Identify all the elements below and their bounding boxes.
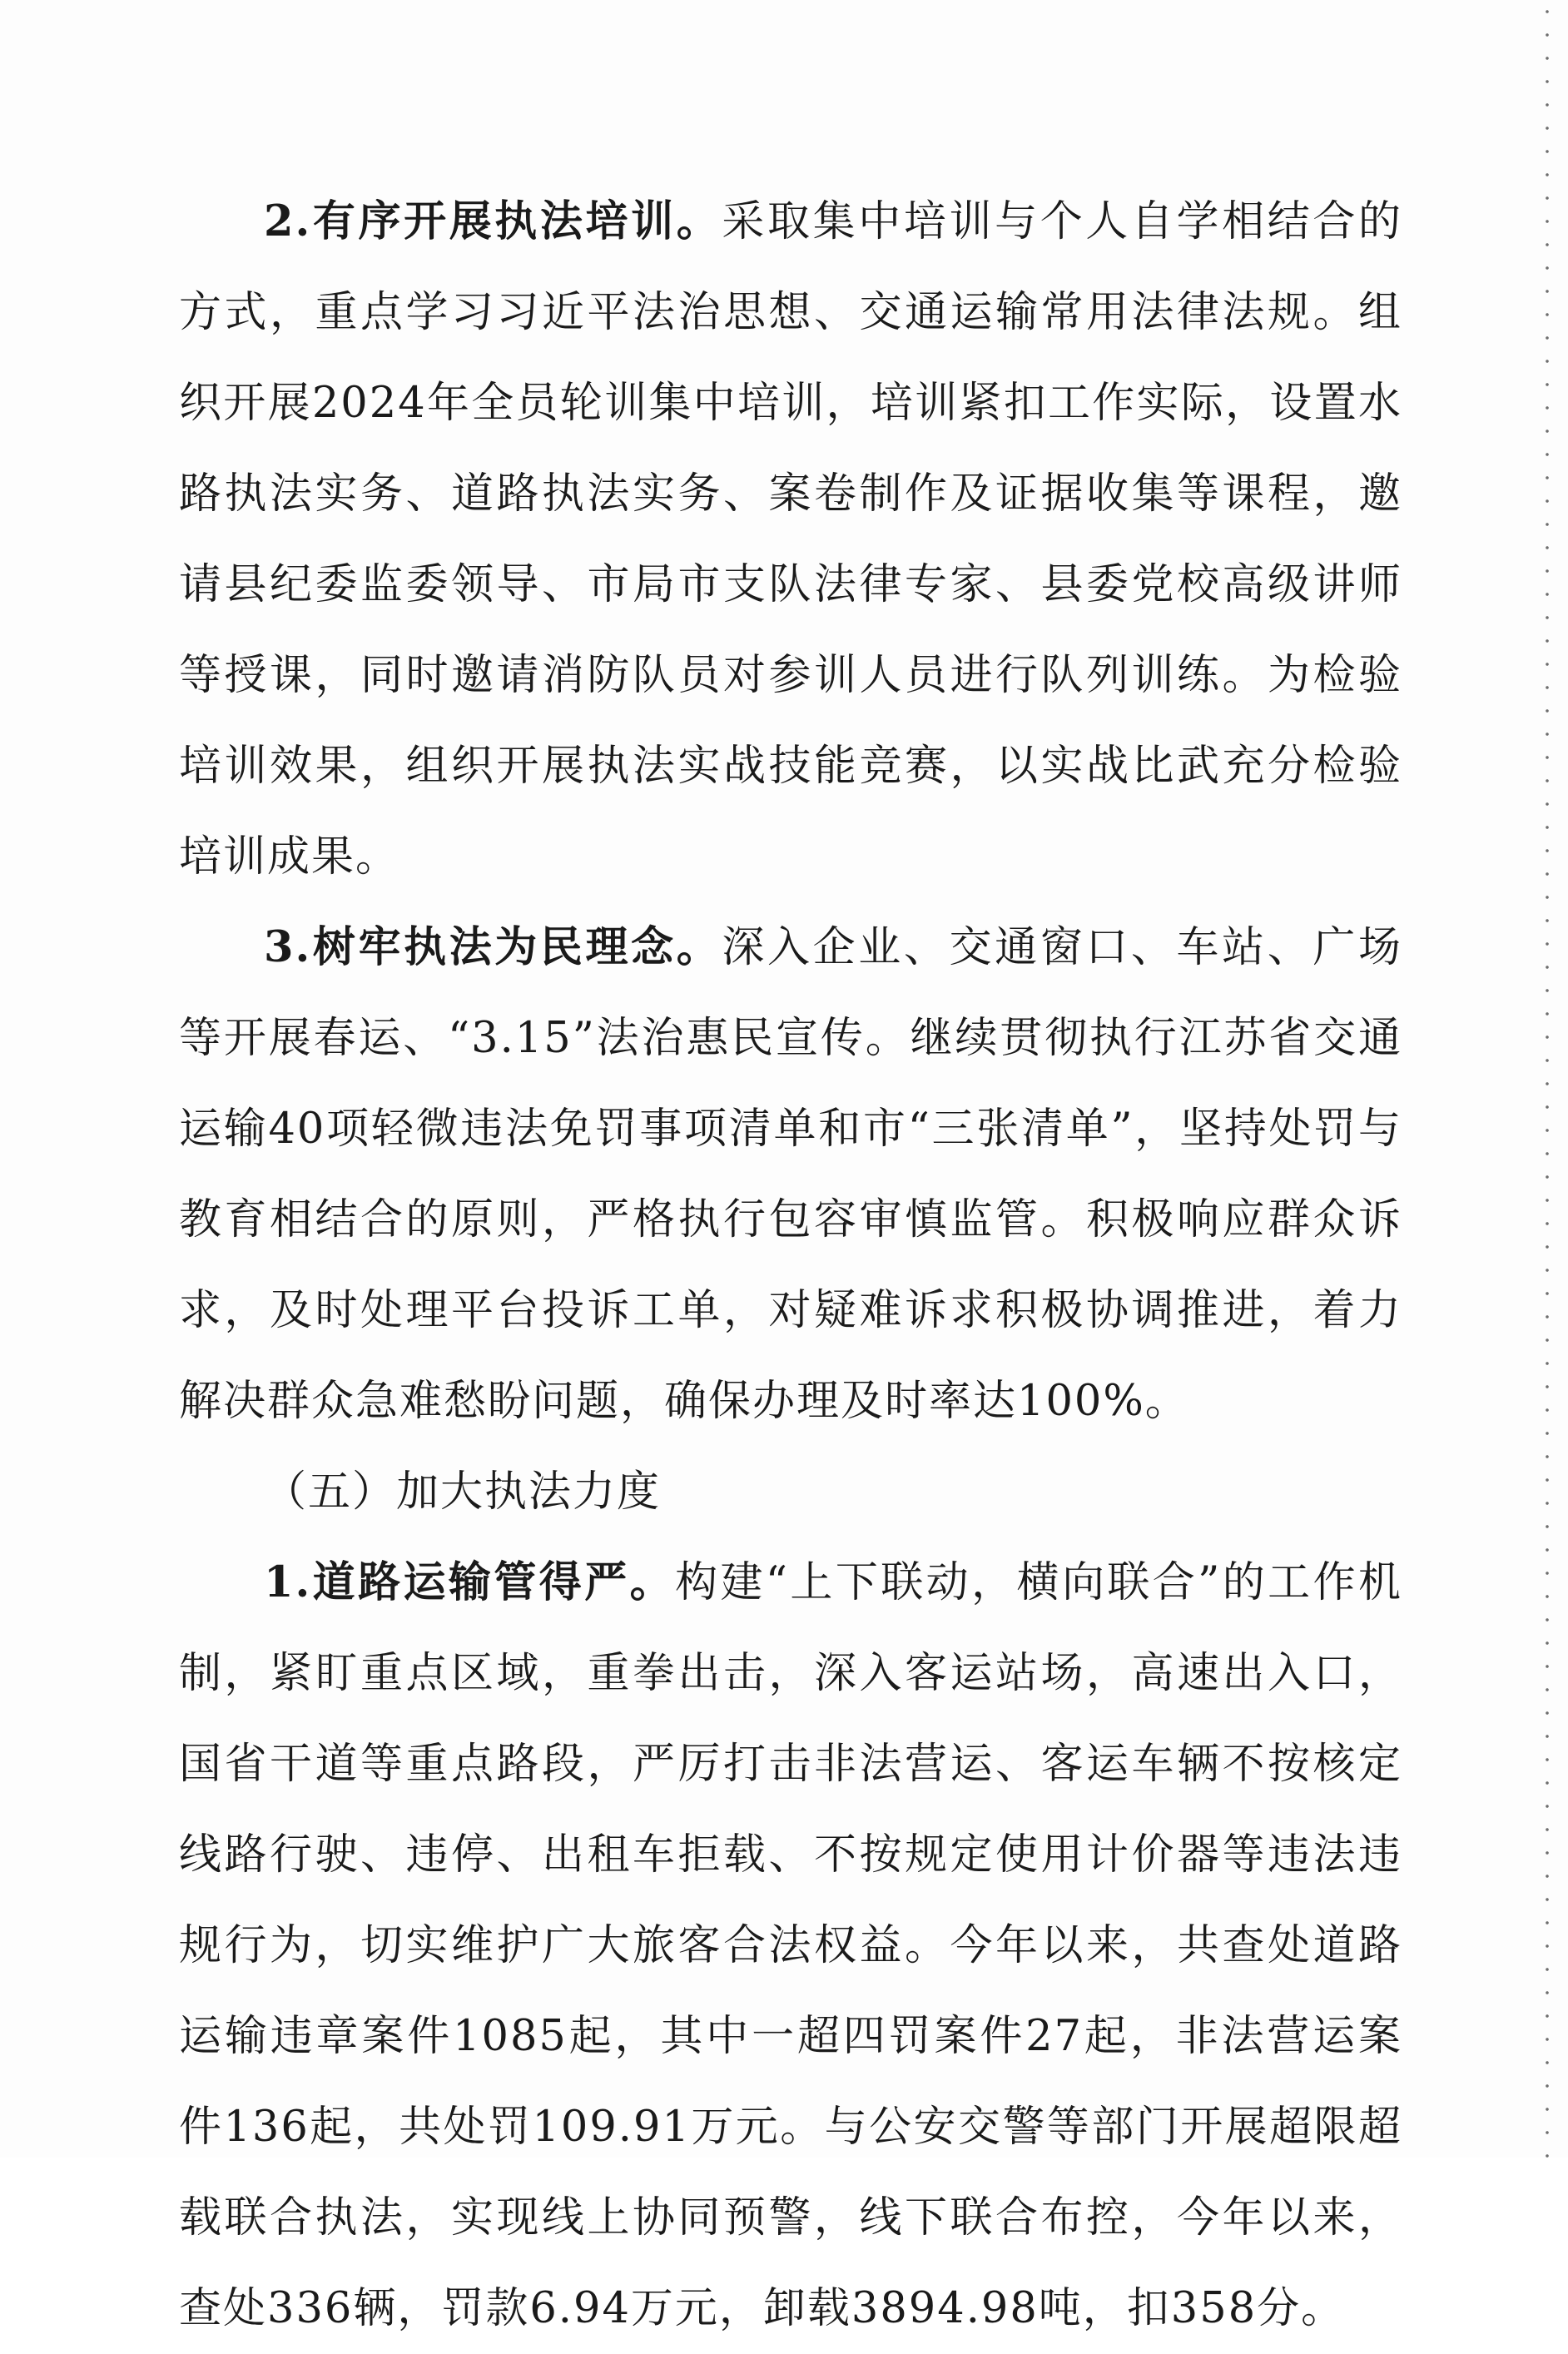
paragraph-text: 深入企业、交通窗口、车站、广场等开展春运、“3.15”法治惠民宣传。继续贯彻执行江苏省交通运输40项轻微违法免罚事项清单和市“三张清单”，坚持处罚与教育相结合的原则，严格执行包容审慎监管。积极响应群众诉求，及时处理平台投诉工单，对疑难诉求积极协调推进，着力解决群众急难愁盼问题，确保办理及时率达100%。 xyxy=(179,923,1402,1426)
paragraph-text: 构建“上下联动，横向联合”的工作机制，紧盯重点区域，重拳出击，深入客运站场，高速出入口，国省干道等重点路段，严厉打击非法营运、客运车辆不按核定线路行驶、违停、出租车拒载、不按规定使用计价器等违法违规行为，切实维护广大旅客合法权益。今年以来，共查处道路运输违章案件1085起，其中一超四罚案件27起，非法营运案件136起，共处罚109.91万元。与公安交警等部门开展超限超载联合执法，实现线上协同预警，线下联合布控，今年以来，查处336辆，罚款6.94万元，卸载3894.98吨，扣358分。 xyxy=(179,1558,1402,2333)
paragraph-training xyxy=(179,176,1402,902)
paragraph-lead: 3.树牢执法为民理念。 xyxy=(264,922,722,972)
paragraph-text: 采取集中培训与个人自学相结合的方式，重点学习习近平法治思想、交通运输常用法律法规。组织开展2024年全员轮训集中培训，培训紧扣工作实际，设置水路执法实务、道路执法实务、案卷制作及证据收集等课程，邀请县纪委监委领导、市局市支队法律专家、县委党校高级讲师等授课，同时邀请消防队员对参训人员进行队列训练。为检验培训效果，组织开展执法实战技能竞赛，以实战比武充分检验培训成果。 xyxy=(179,197,1402,882)
document-body xyxy=(179,176,1402,2354)
binding-perforation xyxy=(1545,0,1550,2158)
section-heading: （五）加大执法力度 xyxy=(264,1468,662,1517)
paragraph-lead: 1.道路运输管得严。 xyxy=(264,1557,676,1607)
paragraph-people-oriented xyxy=(179,902,1402,1447)
paragraph-road-transport xyxy=(179,1537,1402,2354)
paragraph-lead: 2.有序开展执法培训。 xyxy=(264,196,722,246)
